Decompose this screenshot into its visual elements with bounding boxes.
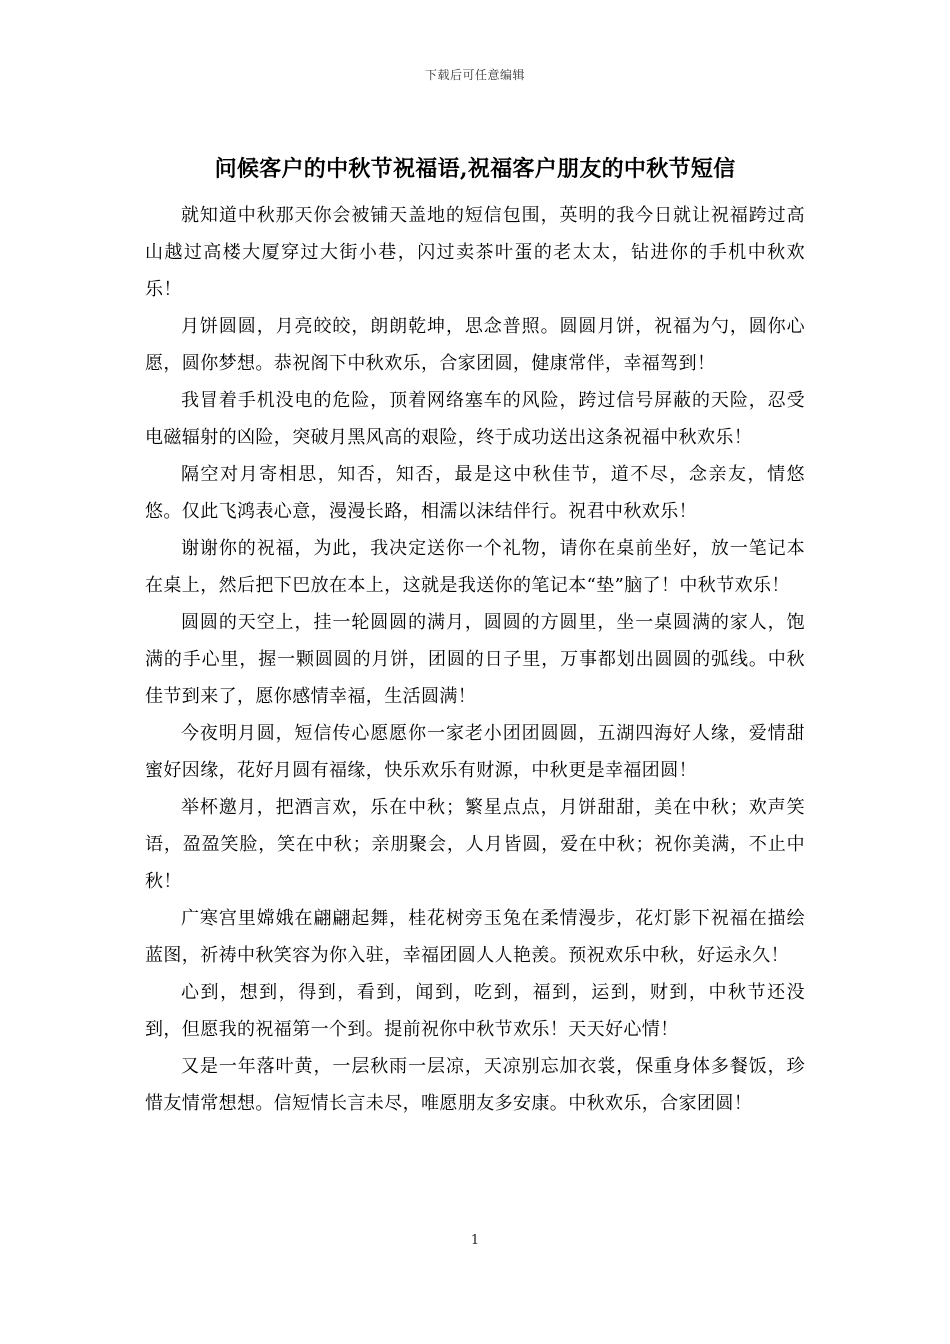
paragraph: 广寒宫里嫦娥在翩翩起舞，桂花树旁玉兔在柔情漫步，花灯影下祝福在描绘蓝图，祈祷中秋笑容为你入驻，幸福团圆人人艳羡。预祝欢乐中秋，好运永久！ xyxy=(145,908,805,966)
paragraph: 举杯邀月，把酒言欢，乐在中秋；繁星点点，月饼甜甜，美在中秋；欢声笑语，盈盈笑脸，笑在中秋；亲朋聚会，人月皆圆，爱在中秋；祝你美满，不止中秋！ xyxy=(145,797,805,892)
document-title: 问候客户的中秋节祝福语,祝福客户朋友的中秋节短信 xyxy=(214,156,736,182)
paragraph: 今夜明月圆，短信传心愿愿你一家老小团团圆圆，五湖四海好人缘，爱情甜蜜好因缘，花好月圆有福缘，快乐欢乐有财源，中秋更是幸福团圆！ xyxy=(145,723,805,781)
paragraph: 圆圆的天空上，挂一轮圆圆的满月，圆圆的方圆里，坐一桌圆满的家人，饱满的手心里，握一颗圆圆的月饼，团圆的日子里，万事都划出圆圆的弧线。中秋佳节到来了，愿你感情幸福，生活圆满！ xyxy=(145,612,805,707)
paragraph: 心到，想到，得到，看到，闻到，吃到，福到，运到，财到，中秋节还没到，但愿我的祝福第一个到。提前祝你中秋节欢乐！天天好心情！ xyxy=(145,982,805,1040)
document-body xyxy=(145,197,805,1122)
paragraph: 隔空对月寄相思，知否，知否，最是这中秋佳节，道不尽，念亲友，情悠悠。仅此飞鸿表心意，漫漫长路，相濡以沫结伴行。祝君中秋欢乐！ xyxy=(145,464,805,522)
paragraph: 又是一年落叶黄，一层秋雨一层凉，天凉别忘加衣裳，保重身体多餐饭，珍惜友情常想想。信短情长言未尽，唯愿朋友多安康。中秋欢乐，合家团圆！ xyxy=(145,1056,805,1114)
page-number: 1 xyxy=(470,1233,480,1248)
paragraph: 我冒着手机没电的危险，顶着网络塞车的风险，跨过信号屏蔽的天险，忍受电磁辐射的凶险，突破月黑风高的艰险，终于成功送出这条祝福中秋欢乐！ xyxy=(145,390,805,448)
paragraph: 月饼圆圆，月亮皎皎，朗朗乾坤，思念普照。圆圆月饼，祝福为勺，圆你心愿，圆你梦想。恭祝阁下中秋欢乐，合家团圆，健康常伴，幸福驾到！ xyxy=(145,316,805,374)
paragraph: 谢谢你的祝福，为此，我决定送你一个礼物，请你在桌前坐好，放一笔记本在桌上，然后把下巴放在本上，这就是我送你的笔记本“垫”脑了！中秋节欢乐！ xyxy=(145,538,805,596)
header-note: 下载后可任意编辑 xyxy=(424,68,525,82)
paragraph: 就知道中秋那天你会被铺天盖地的短信包围，英明的我今日就让祝福跨过高山越过高楼大厦穿过大街小巷，闪过卖茶叶蛋的老太太，钻进你的手机中秋欢乐！ xyxy=(145,205,805,300)
